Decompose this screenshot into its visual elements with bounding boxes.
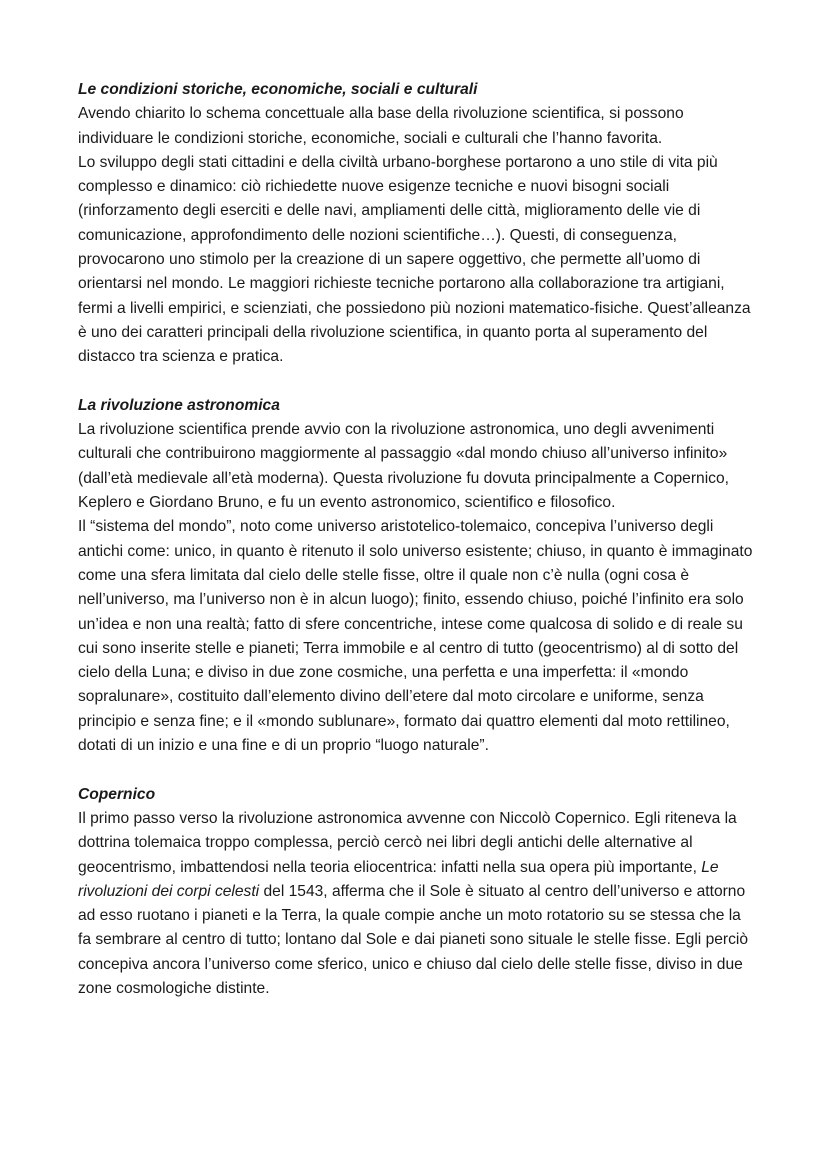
text-run: Il primo passo verso la rivoluzione astronomica avvenne con Niccolò Copernico. Egli riteneva la dottrina tolemaica troppo complessa, perciò cercò nei libri degli antichi delle alternative al geocentrismo, imbattendosi nella teoria eliocentrica: infatti nella sua opera più importante, — [78, 809, 737, 876]
section-heading: Copernico — [78, 785, 156, 803]
section-spacer — [78, 758, 756, 782]
document-page — [78, 78, 756, 1001]
paragraph — [78, 807, 756, 1001]
paragraph: Il “sistema del mondo”, noto come universo aristotelico-tolemaico, concepiva l’universo degli antichi come: unico, in quanto è ritenuto il solo universo esistente; chiuso, in quanto è immaginato come una sfera limitata dal cielo delle stelle fisse, oltre il quale non c’è nulla (ogni cosa è nell’universo, ma l’universo non è in alcun luogo); finito, essendo chiuso, poiché l’infinito era solo un’idea e non una realtà; fatto di sfere concentriche, intese come qualcosa di solido e di reale su cui sono inserite stelle e pianeti; Terra immobile e al centro di tutto (geocentrismo) al di sotto del cielo della Luna; e diviso in due zone cosmiche, una perfetta e una imperfetta: il «mondo sopralunare», costituito dall’elemento divino dell’etere dal moto circolare e uniforme, senza principio e senza fine; e il «mondo sublunare», formato dai quattro elementi dal moto rettilineo, dotati di un inizio e una fine e di un proprio “luogo naturale”. — [78, 518, 753, 755]
paragraph: Lo sviluppo degli stati cittadini e della civiltà urbano-borghese portarono a uno stile di vita più complesso e dinamico: ciò richiedette nuove esigenze tecniche e nuovi bisogni sociali (rinforzamento degli eserciti e delle navi, ampliamenti delle città, miglioramento delle vie di comunicazione, approfondimento delle nozioni scientifiche…). Questi, di conseguenza, provocarono uno stimolo per la creazione di un sapere oggettivo, che permette all’uomo di orientarsi nel mondo. Le maggiori richieste tecniche portarono alla collaborazione tra artigiani, fermi a livelli empirici, e scienziati, che possiedono più nozioni matematico-fisiche. Quest’alleanza è uno dei caratteri principali della rivoluzione scientifica, in quanto porta al superamento del distacco tra scienza e pratica. — [78, 153, 751, 366]
section-heading: Le condizioni storiche, economiche, sociali e culturali — [78, 81, 478, 98]
paragraph: Avendo chiarito lo schema concettuale alla base della rivoluzione scientifica, si possono individuare le condizioni storiche, economiche, sociali e culturali che l’hanno favorita. — [78, 105, 684, 147]
section-copernico — [78, 783, 756, 1002]
section-heading: La rivoluzione astronomica — [78, 396, 280, 414]
section-historical-conditions — [78, 78, 756, 370]
work-title: Le rivoluzioni dei corpi celesti — [78, 858, 719, 900]
text-run: del 1543, afferma che il Sole è situato al centro dell’universo e attorno ad esso ruotano i pianeti e la Terra, la quale compie anche un moto rotatorio su se stessa che la fa sembrare al centro di tutto; lontano dal Sole e dai pianeti sono situale le stelle fisse. Egli perciò concepiva ancora l’universo come sferico, unico e chiuso dal cielo delle stelle fisse, diviso in due zone cosmologiche distinte. — [78, 882, 749, 997]
paragraph: La rivoluzione scientifica prende avvio con la rivoluzione astronomica, uno degli avvenimenti culturali che contribuirono maggiormente al passaggio «dal mondo chiuso all’universo infinito» (dall’età medievale all’età moderna). Questa rivoluzione fu dovuta principalmente a Copernico, Keplero e Giordano Bruno, e fu un evento astronomico, scientifico e filosofico. — [78, 421, 729, 512]
section-spacer — [78, 370, 756, 394]
section-astronomical-revolution — [78, 394, 756, 758]
